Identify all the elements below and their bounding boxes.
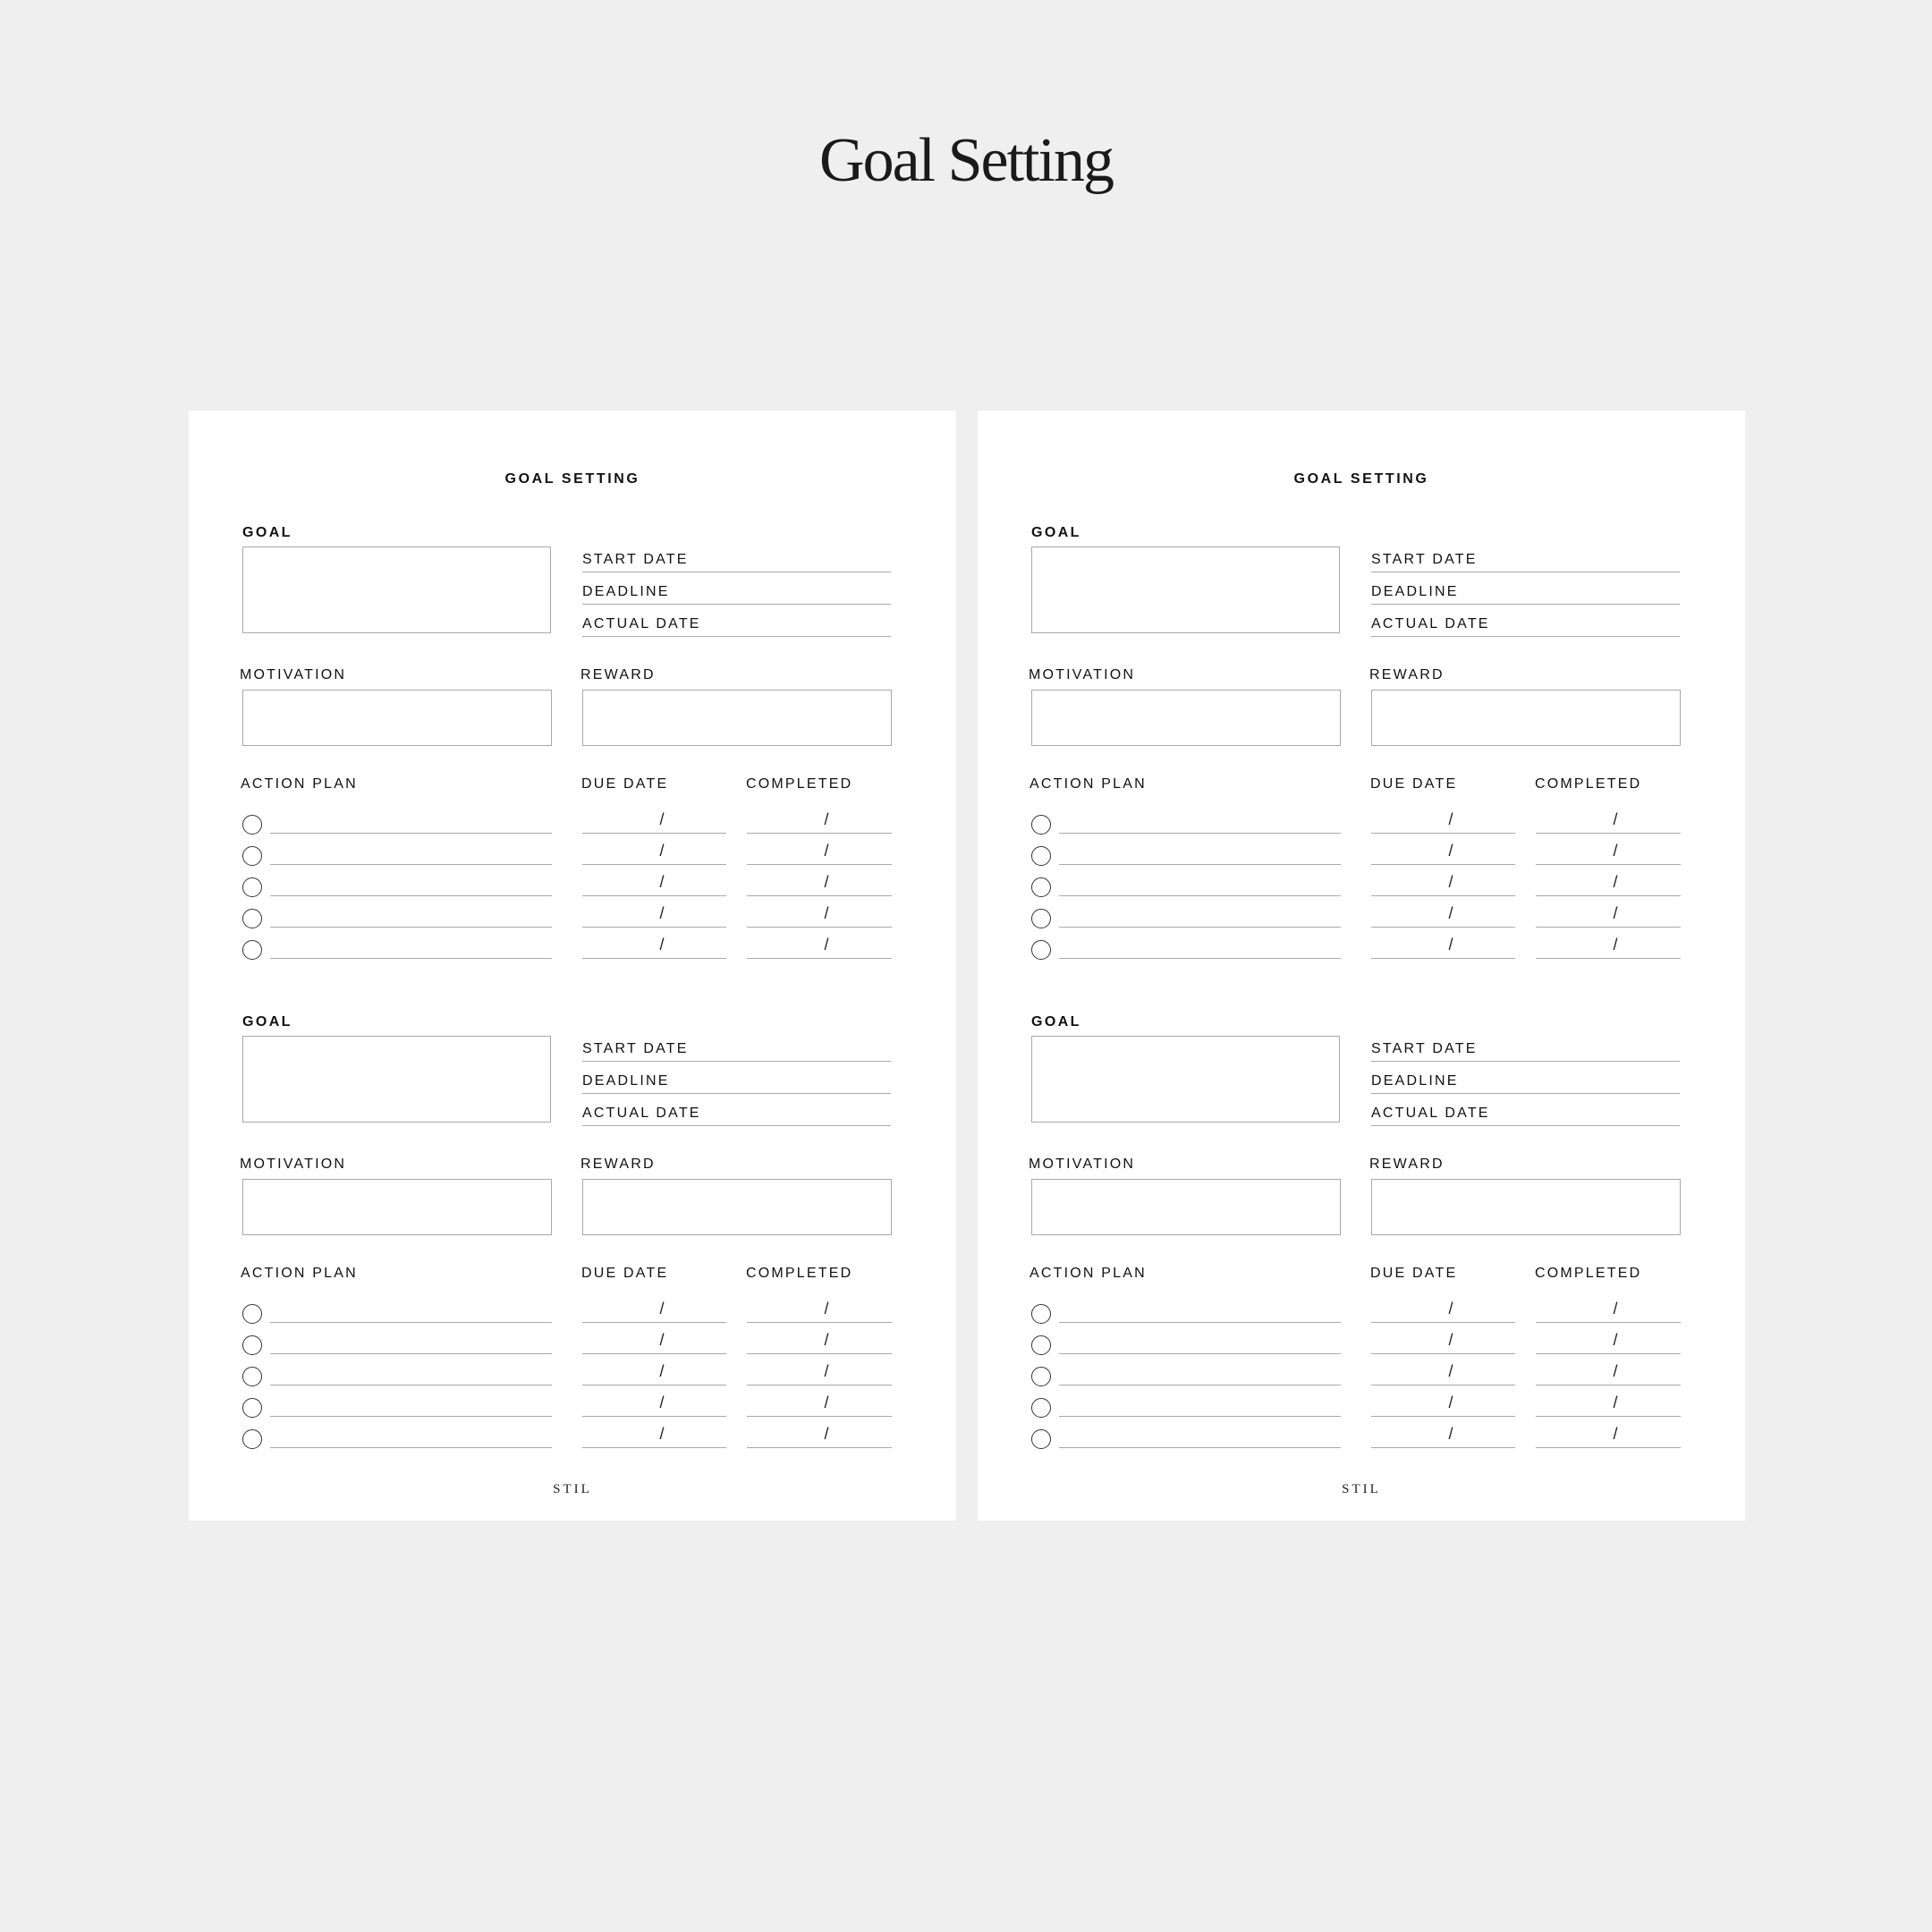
goal-label: GOAL: [242, 1014, 292, 1030]
completed-separator: /: [824, 904, 829, 922]
goal-label: GOAL: [1031, 525, 1081, 540]
due-date-separator: /: [1448, 1300, 1453, 1318]
action-plan-label: ACTION PLAN: [241, 776, 358, 792]
completed-line[interactable]: [747, 1416, 892, 1417]
action-item-line[interactable]: [1059, 1353, 1341, 1354]
completed-line[interactable]: [1536, 958, 1681, 959]
completed-separator: /: [824, 1362, 829, 1380]
action-item-line[interactable]: [270, 1416, 552, 1417]
due-date-separator: /: [1448, 810, 1453, 828]
motivation-label: MOTIVATION: [1029, 1157, 1136, 1172]
checkbox-circle-icon[interactable]: [1031, 940, 1051, 960]
motivation-input-box[interactable]: [242, 1179, 552, 1235]
completed-label: COMPLETED: [746, 1266, 853, 1281]
checkbox-circle-icon[interactable]: [242, 1398, 262, 1418]
due-date-label: DUE DATE: [1370, 776, 1458, 792]
completed-line[interactable]: [747, 1447, 892, 1448]
goal-input-box[interactable]: [1031, 547, 1340, 633]
due-date-separator: /: [659, 873, 665, 891]
due-date-separator: /: [659, 810, 665, 828]
completed-line[interactable]: [747, 1322, 892, 1323]
motivation-label: MOTIVATION: [240, 667, 347, 682]
checkbox-circle-icon[interactable]: [1031, 877, 1051, 897]
due-date-separator: /: [659, 1300, 665, 1318]
completed-line[interactable]: [1536, 1416, 1681, 1417]
action-plan-label: ACTION PLAN: [1030, 776, 1147, 792]
completed-separator: /: [824, 810, 829, 828]
completed-separator: /: [824, 1425, 829, 1443]
checkbox-circle-icon[interactable]: [242, 815, 262, 835]
due-date-line[interactable]: [1371, 833, 1515, 834]
deadline-label: DEADLINE: [582, 1073, 670, 1089]
reward-input-box[interactable]: [582, 1179, 892, 1235]
goal-section: [189, 527, 956, 1010]
due-date-label: DUE DATE: [581, 1266, 669, 1281]
completed-separator: /: [824, 936, 829, 953]
completed-line[interactable]: [1536, 1447, 1681, 1448]
goal-input-box[interactable]: [1031, 1036, 1340, 1123]
checkbox-circle-icon[interactable]: [1031, 1335, 1051, 1355]
completed-separator: /: [824, 842, 829, 860]
action-plan-label: ACTION PLAN: [1030, 1266, 1147, 1281]
due-date-separator: /: [1448, 904, 1453, 922]
completed-separator: /: [1613, 1331, 1618, 1349]
checkbox-circle-icon[interactable]: [242, 1367, 262, 1386]
main-title: Goal Setting: [819, 126, 1113, 195]
completed-separator: /: [1613, 1425, 1618, 1443]
completed-line[interactable]: [1536, 1322, 1681, 1323]
completed-separator: /: [824, 1394, 829, 1411]
due-date-separator: /: [659, 1394, 665, 1411]
completed-line[interactable]: [1536, 895, 1681, 896]
page-header: GOAL SETTING: [504, 471, 640, 487]
checkbox-circle-icon[interactable]: [1031, 815, 1051, 835]
motivation-label: MOTIVATION: [1029, 667, 1136, 682]
completed-label: COMPLETED: [746, 776, 853, 792]
actual-date-line[interactable]: [1371, 636, 1680, 637]
deadline-label: DEADLINE: [1371, 1073, 1459, 1089]
completed-separator: /: [1613, 873, 1618, 891]
reward-label: REWARD: [1369, 1157, 1445, 1172]
due-date-line[interactable]: [582, 927, 726, 928]
due-date-label: DUE DATE: [581, 776, 669, 792]
actual-date-label: ACTUAL DATE: [582, 1106, 701, 1121]
reward-input-box[interactable]: [582, 690, 892, 746]
due-date-line[interactable]: [1371, 1416, 1515, 1417]
goal-input-box[interactable]: [242, 1036, 551, 1123]
due-date-line[interactable]: [1371, 1353, 1515, 1354]
completed-line[interactable]: [1536, 927, 1681, 928]
completed-separator: /: [824, 1331, 829, 1349]
goal-section: [978, 1016, 1745, 1499]
due-date-separator: /: [1448, 1362, 1453, 1380]
due-date-separator: /: [659, 936, 665, 953]
action-item-line[interactable]: [270, 833, 552, 834]
action-item-line[interactable]: [1059, 895, 1341, 896]
reward-input-box[interactable]: [1371, 1179, 1681, 1235]
checkbox-circle-icon[interactable]: [242, 1429, 262, 1449]
due-date-line[interactable]: [582, 895, 726, 896]
goal-label: GOAL: [242, 525, 292, 540]
page-header: GOAL SETTING: [1293, 471, 1429, 487]
due-date-line[interactable]: [582, 1353, 726, 1354]
deadline-line[interactable]: [1371, 604, 1680, 605]
planner-page-right: [978, 411, 1745, 1521]
action-item-line[interactable]: [270, 1322, 552, 1323]
goal-input-box[interactable]: [242, 547, 551, 633]
completed-line[interactable]: [1536, 864, 1681, 865]
motivation-input-box[interactable]: [1031, 1179, 1341, 1235]
due-date-line[interactable]: [582, 1447, 726, 1448]
due-date-separator: /: [659, 1425, 665, 1443]
start-date-label: START DATE: [1371, 552, 1478, 567]
checkbox-circle-icon[interactable]: [1031, 909, 1051, 928]
completed-line[interactable]: [747, 927, 892, 928]
actual-date-label: ACTUAL DATE: [582, 616, 701, 631]
due-date-separator: /: [659, 1362, 665, 1380]
due-date-label: DUE DATE: [1370, 1266, 1458, 1281]
due-date-separator: /: [1448, 1331, 1453, 1349]
planner-page-left: [189, 411, 956, 1521]
action-item-line[interactable]: [1059, 1416, 1341, 1417]
completed-label: COMPLETED: [1535, 776, 1642, 792]
checkbox-circle-icon[interactable]: [242, 940, 262, 960]
completed-line[interactable]: [1536, 833, 1681, 834]
start-date-line[interactable]: [582, 1061, 891, 1062]
completed-separator: /: [824, 873, 829, 891]
deadline-line[interactable]: [582, 1093, 891, 1094]
goal-label: GOAL: [1031, 1014, 1081, 1030]
due-date-line[interactable]: [1371, 1447, 1515, 1448]
deadline-line[interactable]: [582, 604, 891, 605]
brand-logo: STIL: [553, 1482, 592, 1496]
goal-section: [978, 527, 1745, 1010]
action-plan-label: ACTION PLAN: [241, 1266, 358, 1281]
completed-separator: /: [1613, 842, 1618, 860]
completed-separator: /: [1613, 810, 1618, 828]
action-item-line[interactable]: [270, 864, 552, 865]
completed-separator: /: [1613, 1300, 1618, 1318]
checkbox-circle-icon[interactable]: [242, 1304, 262, 1324]
brand-logo: STIL: [1342, 1482, 1381, 1496]
checkbox-circle-icon[interactable]: [1031, 1367, 1051, 1386]
reward-label: REWARD: [580, 667, 656, 682]
action-item-line[interactable]: [1059, 927, 1341, 928]
due-date-line[interactable]: [1371, 895, 1515, 896]
action-item-line[interactable]: [1059, 1322, 1341, 1323]
reward-label: REWARD: [580, 1157, 656, 1172]
action-item-line[interactable]: [270, 958, 552, 959]
due-date-separator: /: [1448, 842, 1453, 860]
start-date-label: START DATE: [582, 1041, 689, 1056]
checkbox-circle-icon[interactable]: [242, 846, 262, 866]
action-item-line[interactable]: [1059, 1447, 1341, 1448]
checkbox-circle-icon[interactable]: [242, 1335, 262, 1355]
deadline-label: DEADLINE: [582, 584, 670, 599]
actual-date-line[interactable]: [582, 1125, 891, 1126]
start-date-label: START DATE: [582, 552, 689, 567]
actual-date-line[interactable]: [582, 636, 891, 637]
motivation-input-box[interactable]: [1031, 690, 1341, 746]
motivation-input-box[interactable]: [242, 690, 552, 746]
checkbox-circle-icon[interactable]: [242, 877, 262, 897]
due-date-separator: /: [1448, 1425, 1453, 1443]
due-date-separator: /: [1448, 873, 1453, 891]
due-date-line[interactable]: [1371, 958, 1515, 959]
completed-line[interactable]: [747, 864, 892, 865]
action-item-line[interactable]: [270, 895, 552, 896]
completed-separator: /: [1613, 1362, 1618, 1380]
completed-line[interactable]: [747, 958, 892, 959]
due-date-separator: /: [659, 1331, 665, 1349]
reward-input-box[interactable]: [1371, 690, 1681, 746]
action-item-line[interactable]: [270, 1353, 552, 1354]
completed-separator: /: [1613, 904, 1618, 922]
due-date-separator: /: [1448, 936, 1453, 953]
due-date-line[interactable]: [1371, 927, 1515, 928]
checkbox-circle-icon[interactable]: [1031, 1429, 1051, 1449]
actual-date-label: ACTUAL DATE: [1371, 1106, 1490, 1121]
action-item-line[interactable]: [1059, 958, 1341, 959]
completed-separator: /: [824, 1300, 829, 1318]
completed-line[interactable]: [747, 833, 892, 834]
due-date-separator: /: [1448, 1394, 1453, 1411]
due-date-separator: /: [659, 904, 665, 922]
reward-label: REWARD: [1369, 667, 1445, 682]
completed-line[interactable]: [747, 895, 892, 896]
completed-separator: /: [1613, 936, 1618, 953]
action-item-line[interactable]: [270, 1447, 552, 1448]
actual-date-label: ACTUAL DATE: [1371, 616, 1490, 631]
checkbox-circle-icon[interactable]: [1031, 846, 1051, 866]
due-date-separator: /: [659, 842, 665, 860]
due-date-line[interactable]: [582, 1416, 726, 1417]
completed-line[interactable]: [747, 1353, 892, 1354]
start-date-line[interactable]: [1371, 1061, 1680, 1062]
deadline-line[interactable]: [1371, 1093, 1680, 1094]
completed-separator: /: [1613, 1394, 1618, 1411]
deadline-label: DEADLINE: [1371, 584, 1459, 599]
completed-label: COMPLETED: [1535, 1266, 1642, 1281]
due-date-line[interactable]: [582, 958, 726, 959]
start-date-label: START DATE: [1371, 1041, 1478, 1056]
action-item-line[interactable]: [1059, 833, 1341, 834]
checkbox-circle-icon[interactable]: [242, 909, 262, 928]
due-date-line[interactable]: [582, 1322, 726, 1323]
action-item-line[interactable]: [1059, 864, 1341, 865]
due-date-line[interactable]: [1371, 1322, 1515, 1323]
checkbox-circle-icon[interactable]: [1031, 1398, 1051, 1418]
due-date-line[interactable]: [582, 864, 726, 865]
due-date-line[interactable]: [1371, 864, 1515, 865]
checkbox-circle-icon[interactable]: [1031, 1304, 1051, 1324]
due-date-line[interactable]: [582, 833, 726, 834]
motivation-label: MOTIVATION: [240, 1157, 347, 1172]
action-item-line[interactable]: [270, 927, 552, 928]
goal-section: [189, 1016, 956, 1499]
completed-line[interactable]: [1536, 1353, 1681, 1354]
actual-date-line[interactable]: [1371, 1125, 1680, 1126]
